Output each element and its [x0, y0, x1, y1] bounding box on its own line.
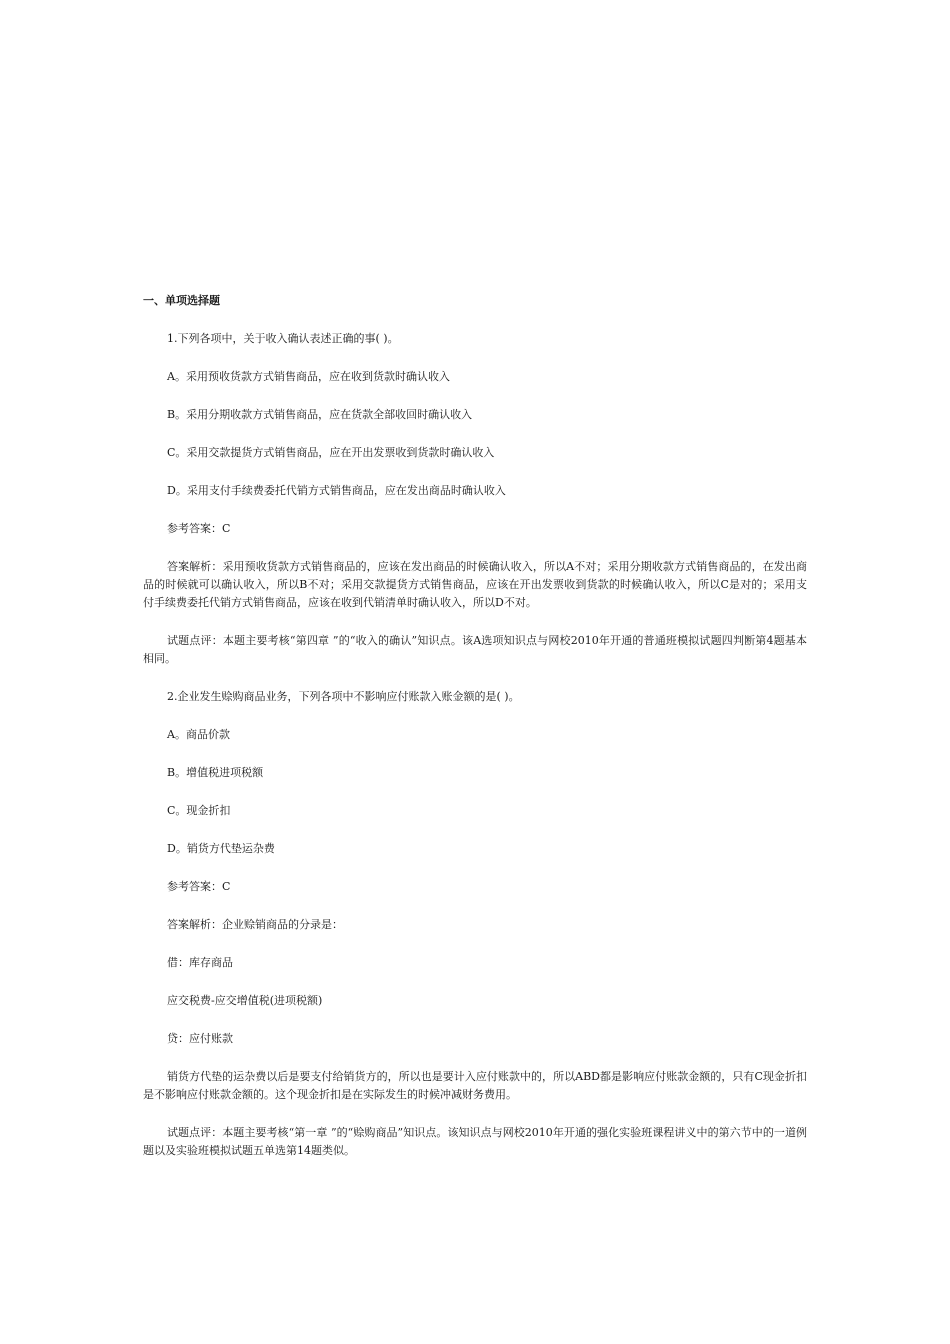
- question-2-option-b: B。增值税进项税额: [167, 766, 264, 779]
- document-body: [143, 292, 807, 1180]
- question-2-entry-debit: 借：库存商品: [167, 956, 233, 969]
- question-1-stem: 1.下列各项中，关于收入确认表述正确的事( )。: [167, 332, 399, 345]
- question-1-option-d: D。采用支付手续费委托代销方式销售商品，应在发出商品时确认收入: [167, 484, 506, 497]
- question-1-option-c: C。采用交款提货方式销售商品，应在开出发票收到货款时确认收入: [167, 446, 495, 459]
- question-1-answer: 参考答案：C: [167, 522, 231, 535]
- question-2-analysis: 答案解析：企业赊销商品的分录是：: [167, 918, 343, 931]
- question-2: [143, 688, 807, 1160]
- question-2-entry-tax: 应交税费-应交增值税(进项税额): [167, 994, 323, 1007]
- question-2-option-a: A。商品价款: [167, 728, 230, 741]
- question-1-analysis: 答案解析：采用预收货款方式销售商品的，应该在发出商品的时候确认收入，所以A不对；采用分期收款方式销售商品的，在发出商品的时候就可以确认收入，所以B不对；采用交款提货方式销售商品，应该在开出发票收到货款的时候确认收入，所以C是对的；采用支付手续费委托代销方式销售商品，应该在收到代销清单时确认收入，所以D不对。: [143, 560, 807, 609]
- question-2-comment: 试题点评：本题主要考核“第一章 ”的“赊购商品”知识点。该知识点与网校2010年开通的强化实验班课程讲义中的第六节中的一道例题以及实验班模拟试题五单选第14题类似。: [143, 1126, 807, 1157]
- question-2-answer: 参考答案：C: [167, 880, 231, 893]
- question-1-option-b: B。采用分期收款方式销售商品，应在货款全部收回时确认收入: [167, 408, 473, 421]
- question-1-comment: 试题点评：本题主要考核“第四章 ”的“收入的确认”知识点。该A选项知识点与网校2010年开通的普通班模拟试题四判断第4题基本相同。: [143, 634, 807, 665]
- question-2-entry-credit: 贷：应付账款: [167, 1032, 233, 1045]
- question-2-option-c: C。现金折扣: [167, 804, 231, 817]
- question-1-option-a: A。采用预收货款方式销售商品，应在收到货款时确认收入: [167, 370, 450, 383]
- question-2-stem: 2.企业发生赊购商品业务，下列各项中不影响应付账款入账金额的是( )。: [167, 690, 520, 703]
- question-2-explanation: 销货方代垫的运杂费以后是要支付给销货方的，所以也是要计入应付账款中的，所以ABD都是影响应付账款金额的，只有C现金折扣是不影响应付账款金额的。这个现金折扣是在实际发生的时候冲减财务费用。: [143, 1070, 807, 1101]
- section-title: 一、单项选择题: [143, 294, 220, 307]
- question-1: [143, 330, 807, 668]
- question-2-option-d: D。销货方代垫运杂费: [167, 842, 275, 855]
